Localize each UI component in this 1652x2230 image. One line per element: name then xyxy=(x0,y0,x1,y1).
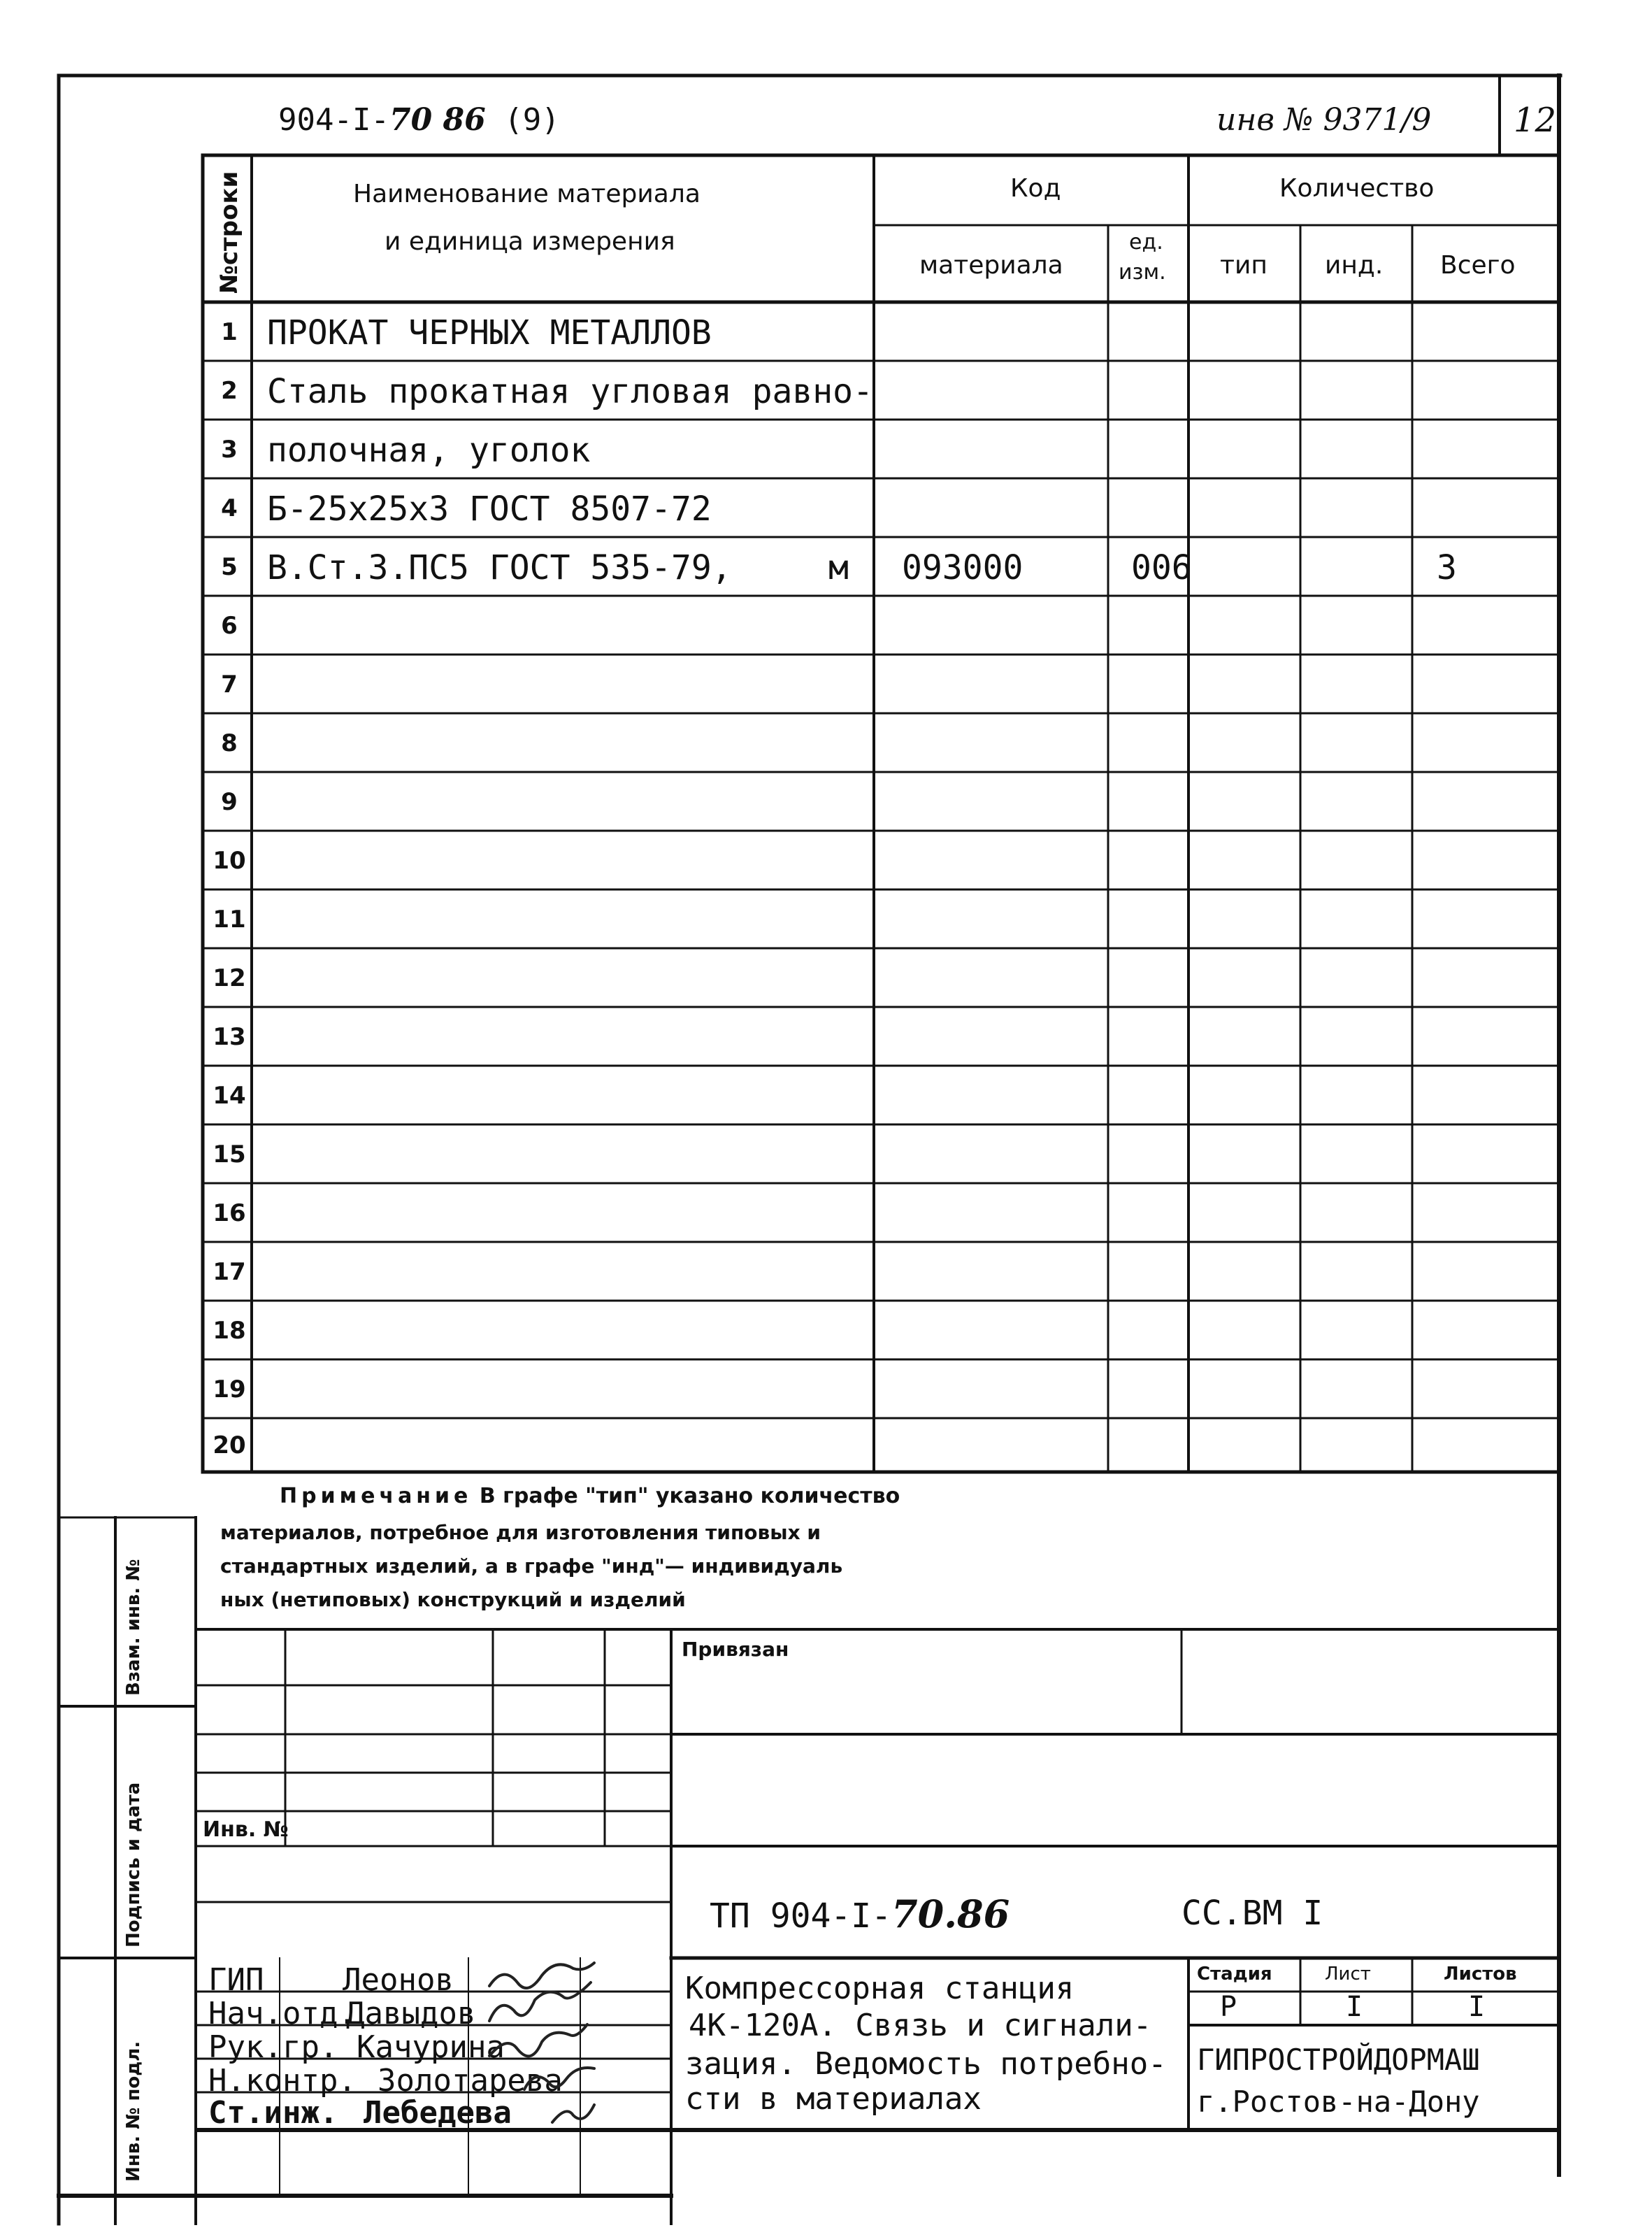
row-number: 17 xyxy=(213,1258,246,1286)
material-name: Б-25х25х3 ГОСТ 8507-72 xyxy=(267,489,712,529)
designation-prefix: ТП 904-I- xyxy=(710,1896,892,1936)
unit-code: 006 xyxy=(1131,548,1192,587)
row-number: 7 xyxy=(221,671,238,699)
col-header-code-material: материала xyxy=(919,251,1063,280)
privyazan-label: Привязан xyxy=(682,1638,789,1661)
title-line-3: зация. Ведомость потребно- xyxy=(685,2046,1167,2082)
sheets-label: Листов xyxy=(1444,1964,1517,1985)
name-group-lead: Качурина xyxy=(357,2029,505,2065)
doc-code-suffix: (9) xyxy=(504,102,560,138)
col-header-code-unit-2: изм. xyxy=(1119,260,1166,285)
name-senior-eng: Лебедева xyxy=(364,2095,512,2131)
row-number: 18 xyxy=(213,1317,246,1345)
material-name: ПРОКАТ ЧЕРНЫХ МЕТАЛЛОВ xyxy=(267,313,712,352)
row-number: 4 xyxy=(221,494,238,522)
material-code: 093000 xyxy=(902,548,1023,587)
sheets-value: I xyxy=(1468,1991,1486,2023)
side-label-signature-date: Подпись и дата xyxy=(123,1782,144,1947)
row-number: 6 xyxy=(221,612,238,640)
row-number: 1 xyxy=(221,318,238,346)
inventory-number: инв № 9371/9 xyxy=(1216,102,1432,138)
col-header-quantity: Количество xyxy=(1279,174,1435,203)
stage-value: Р xyxy=(1220,1991,1237,2023)
doc-code-prefix: 904-I- xyxy=(278,102,389,138)
doc-code-handwritten: 70 86 xyxy=(389,102,486,138)
role-gip: ГИП xyxy=(208,1962,264,1998)
side-label-vzam-inv: Взам. инв. № xyxy=(123,1559,144,1696)
designation-handwritten: 70.86 xyxy=(891,1892,1010,1936)
note-label: Примечание xyxy=(280,1484,473,1508)
note-text-1: В графе "тип" указано количество xyxy=(479,1484,900,1508)
row-number: 2 xyxy=(221,377,238,405)
name-gip: Леонов xyxy=(343,1962,454,1998)
material-name: полочная, уголок xyxy=(267,431,591,470)
row-number: 15 xyxy=(213,1141,246,1168)
col-header-name-2: и единица измерения xyxy=(385,227,675,256)
material-unit: м xyxy=(828,548,849,587)
title-line-4: сти в материалах xyxy=(685,2081,982,2117)
row-number: 9 xyxy=(221,788,238,816)
role-group-lead: Рук.гр. xyxy=(208,2029,338,2065)
note-line-4: ных (нетиповых) конструкций и изделий xyxy=(220,1588,686,1611)
title-line-1: Компрессорная станция xyxy=(685,1971,1075,2006)
sheet-number-handwritten: 12 xyxy=(1514,101,1557,140)
row-number: 11 xyxy=(213,906,246,934)
material-name: В.Ст.3.ПС5 ГОСТ 535-79, xyxy=(267,548,732,587)
role-norm-control: Н.контр. xyxy=(208,2063,357,2099)
row-number: 20 xyxy=(213,1431,246,1459)
org-city: г.Ростов-на-Дону xyxy=(1197,2085,1480,2119)
row-number: 8 xyxy=(221,729,238,757)
col-header-qty-total: Всего xyxy=(1440,251,1516,280)
row-number: 12 xyxy=(213,964,246,992)
col-header-rownum: №строки xyxy=(215,171,243,294)
col-header-qty-type: тип xyxy=(1220,251,1267,280)
inv-no-label: Инв. № xyxy=(203,1817,289,1842)
sheet-value: I xyxy=(1346,1991,1363,2023)
stage-label: Стадия xyxy=(1197,1964,1272,1985)
name-head-dept: Давыдов xyxy=(346,1996,476,2031)
row-number: 16 xyxy=(213,1199,246,1227)
row-number: 13 xyxy=(213,1023,246,1051)
col-header-qty-ind: инд. xyxy=(1325,251,1384,280)
row-number: 5 xyxy=(221,553,238,581)
role-senior-eng: Ст.инж. xyxy=(208,2095,338,2131)
sheet-label: Лист xyxy=(1325,1964,1371,1985)
org-name: ГИПРОСТРОЙДОРМАШ xyxy=(1197,2043,1480,2077)
row-number: 14 xyxy=(213,1082,246,1110)
name-norm-control: Золотарева xyxy=(378,2063,563,2099)
title-line-2: 4К-120А. Связь и сигнали- xyxy=(689,2008,1152,2043)
row-number: 10 xyxy=(213,847,246,875)
quantity-total: 3 xyxy=(1437,548,1457,587)
col-header-code-unit-1: ед. xyxy=(1129,230,1163,255)
side-label-inv-orig: Инв. № подл. xyxy=(123,2040,144,2182)
note-line-3: стандартных изделий, а в графе "инд"— индивидуаль xyxy=(220,1554,843,1578)
row-number: 3 xyxy=(221,436,238,464)
col-header-code: Код xyxy=(1010,174,1061,203)
col-header-name-1: Наименование материала xyxy=(353,180,701,208)
note-line-2: материалов, потребное для изготовления типовых и xyxy=(220,1521,821,1544)
row-number: 19 xyxy=(213,1375,246,1403)
role-head-dept: Нач.отд. xyxy=(208,1996,357,2031)
designation-code: СС.ВМ I xyxy=(1181,1894,1323,1933)
material-name: Сталь прокатная угловая равно- xyxy=(267,372,873,411)
